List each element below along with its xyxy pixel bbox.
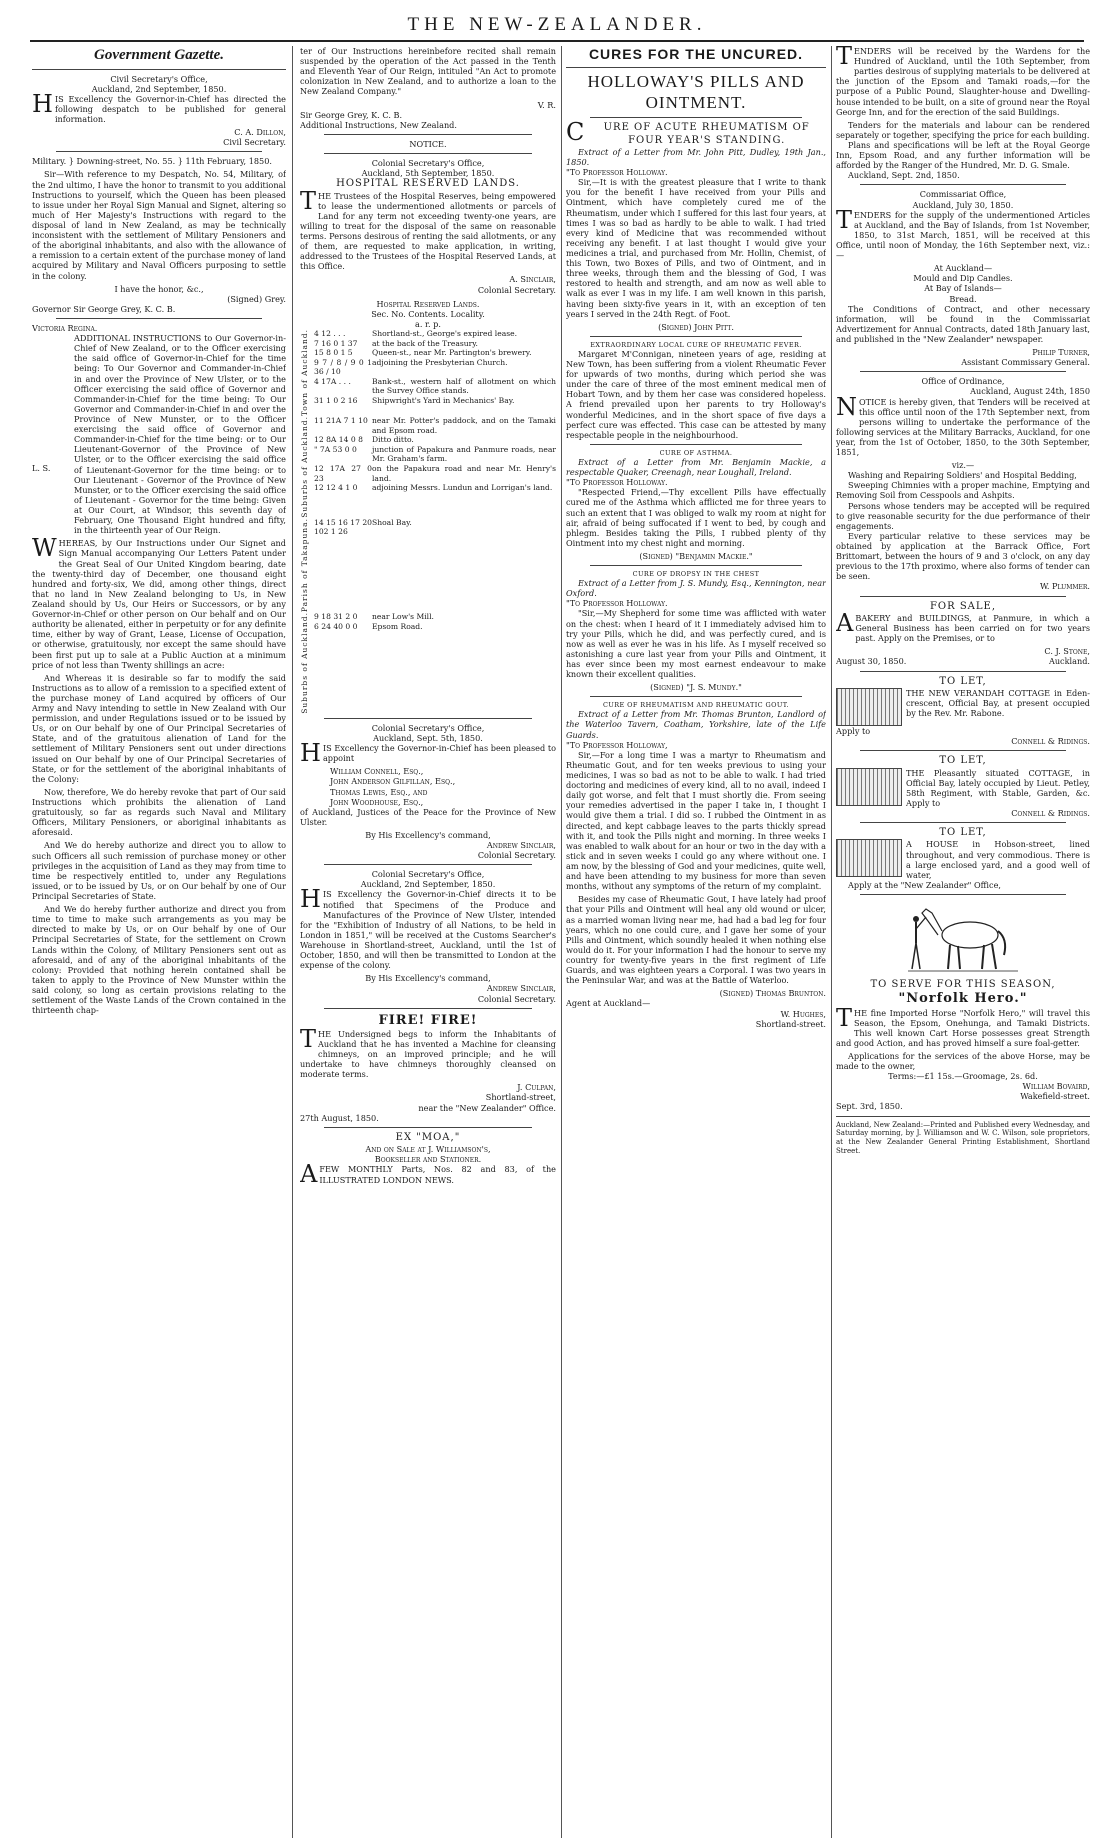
- list-item: Washing and Repairing Soldiers' and Hospital Bedding,: [848, 470, 1077, 481]
- apply-line: Apply at the "New Zealander" Office,: [848, 879, 1001, 890]
- signature: W. Plummer.: [1039, 581, 1090, 592]
- divider: [566, 67, 826, 68]
- column-divider: [292, 46, 293, 1838]
- column-divider: [831, 46, 832, 1838]
- tender-body: Plans and specifications will be left at the Royal George Inn, Epsom Road, and any further information will be afforded by the Ranger of the Hundred, Mr. D. G. Smale.: [836, 139, 1090, 171]
- imprint: Auckland, New Zealand:—Printed and Published every Wednesday, and Saturday morning, by J. Williamson and W. C. Wilson, sole proprietors, at the New Zealander General Printing Establishment, Shortland Street.: [836, 1120, 1090, 1155]
- ad-body: AFEW MONTHLY Parts, Nos. 82 and 83, of the ILLUSTRATED LONDON NEWS.: [300, 1160, 556, 1189]
- signature: J. Culpan,: [517, 1082, 556, 1093]
- divider: [860, 184, 1066, 185]
- ad-line: Bookseller and Stationer.: [374, 1154, 482, 1165]
- table-cell-figures: 7 16 0 1 37: [314, 338, 358, 348]
- group-label: Town of Auckland.: [300, 329, 309, 417]
- despatch-signature: (Signed) Grey.: [227, 293, 286, 304]
- divider: [324, 1127, 532, 1128]
- justice-name: John Woodhouse, Esq.,: [330, 796, 424, 807]
- paragraph: And Whereas it is desirable so far to modify the said Instructions as to allow of a remission to a specified extent of the purchase money of Land acquired by officers of Our Army and Navy intending to settle in New Zealand with Our permission, and under Regulations issued or to be issued by Us, or on Our behalf by one of Our Principal Secretaries of State, and of the gratuitous alienation of Land for the settlement of Military Pensioners sent out under directions issued on Our behalf by one of Our Principal Secretaries of State, or for the settlement of the aboriginal inhabitants of the Colony:: [32, 672, 286, 784]
- signature: Philip Turner,: [1032, 347, 1090, 358]
- ad-body: THE Undersigned begs to inform the Inhabitants of Auckland that he has invented a Machine for cleansing chimneys, on an improved principle; and he will undertake to have chimneys thoroughly cleansed on moderate terms.: [300, 1024, 556, 1080]
- divider: [590, 444, 802, 445]
- ad-body: THE Pleasantly situated COTTAGE, in Official Bay, lately occupied by Lieut. Petley, 58th Regiment, with Stable, Garden, &c. Apply to: [906, 767, 1090, 808]
- table-row: [314, 483, 556, 493]
- table-cell-locality: Queen-st., near Mr. Partington's brewery.: [372, 348, 532, 358]
- table-cell-figures: 31 1 0 2 16: [314, 395, 358, 405]
- table-cell-figures: 14 15 16 17 20 102 1 26: [314, 517, 372, 537]
- divider: [324, 153, 532, 154]
- office-line: Commissariat Office,: [919, 189, 1007, 200]
- letter-signature: (Signed) John Pitt.: [658, 321, 734, 332]
- list-item: Bread.: [949, 293, 977, 304]
- notice-body: HIS Excellency the Governor-in-Chief has directed the following despatch to be published for general information.: [32, 89, 286, 125]
- paragraph: And We do hereby further authorize and direct you from time to time to make such arrangements as you may be directed to make by Us, or on Our behalf by one of Our Principal Secretaries of State, for the settlement on Crown Lands within the Colony, of Military Pensioners sent out as aforesaid, and of any of the aboriginal inhabitants of the colony: Provided that nothing herein contained shall be taken to apply to the Province of New Munster within the said colony, so long as certain provisions relating to the settlement of the Waste Lands of the Crown contained in the thirteenth chap-: [32, 904, 286, 1016]
- command-line: By His Excellency's command,: [365, 973, 491, 984]
- divider: [860, 822, 1066, 823]
- ad-heading: EX "MOA,": [395, 1131, 461, 1143]
- cure-title: EXTRAORDINARY LOCAL CURE OF RHEUMATIC FEVER.: [590, 340, 802, 349]
- table-cell-locality: adjoining Messrs. Lundun and Lorrigan's land.: [372, 483, 553, 493]
- despatch-close: I have the honor, &c.,: [114, 283, 204, 294]
- table-cell-figures: 6 24 40 0 0: [314, 621, 358, 631]
- table-cell-locality: Shoal Bay.: [372, 517, 412, 527]
- divider: [590, 565, 802, 566]
- address: near the "New Zealander" Office.: [418, 1102, 556, 1113]
- despatch-ref: Military. } Downing-street, No. 55. } 11th February, 1850.: [32, 156, 272, 167]
- table-cell-locality: adjoining the Presbyterian Church.: [372, 357, 508, 367]
- paragraph: WHEREAS, by Our Instructions under Our Signet and Sign Manual accompanying Our Letters Patent under the Great Seal of Our United Kingdom bearing, date the twenty-third day of December, one thousand eight hundred and forty-six, We did, among other things, direct that no land in New Zealand belonging to Us, in New Zealand should by Us, Our Heirs or Successors, or by any Governor-in-Chief or other person on Our behalf and on Our authority be alienated, either in perpetuity or for any definite time, either by way of Grant, Lease, License of Occupation, or otherwise, gratuitously, nor except the same should have been first put up to sale at a Public Auction at a minimum price of not less than Twenty shillings an acre:: [32, 534, 286, 670]
- justice-name: Thomas Lewis, Esq., and: [330, 786, 428, 797]
- date-line: Auckland, Sept. 2nd, 1850.: [848, 170, 960, 181]
- table-cell-locality: junction of Papakura and Panmure roads, near Mr. Graham's farm.: [372, 444, 556, 464]
- date-line: Auckland, 5th September, 1850.: [361, 168, 495, 179]
- office-line: Office of Ordinance,: [921, 376, 1005, 387]
- terms-line: Terms:—£1 15s.—Groomage, 2s. 6d.: [888, 1071, 1038, 1082]
- table-row: [314, 435, 556, 445]
- divider: [836, 1116, 1090, 1117]
- ad-heading: TO LET,: [939, 755, 987, 767]
- table-row: [314, 358, 556, 377]
- table-cell-figures: 4 17A . . .: [314, 376, 351, 386]
- role: Assistant Commissary General.: [961, 357, 1090, 368]
- divider: [56, 151, 262, 152]
- notice-title: HOSPITAL RESERVED LANDS.: [336, 178, 520, 190]
- paragraph: ter of Our Instructions hereinbefore recited shall remain suspended by the operation of the Act passed in the Tenth and Eleventh Year of Our Reign, intituled "An Act to promote colonization in New Zealand, and to authorize a loan to the New Zealand Company.": [300, 46, 556, 97]
- letter-body: Margaret M'Connigan, nineteen years of age, residing at New Town, has been suffering from a violent Rheumatic Fever for upwards of two months, during which period she was under the care of three of the most eminent medical men of Hobart Town, and by them her case was considered hopeless. A friend prevailed upon her parents to try Holloway's wonderful Medicines, and in the short space of five days a perfect cure was effected. This case can be attested by many respectable people in the neighbourhood.: [566, 348, 826, 440]
- divider: [860, 371, 1066, 372]
- table-row: [314, 339, 556, 349]
- date-line: Auckland, 2nd September, 1850.: [91, 83, 227, 94]
- paragraph: And We do hereby authorize and direct you to allow to such Officers all such remission of purchase money or other privileges in the acquisition of Land as they may from time to time be respectively entitled to, under any Regulations issued, or to be issued by Us, or on Our behalf by one of Our Principal Secretaries of State.: [32, 840, 286, 902]
- ad-body: ABAKERY and BUILDINGS, at Panmure, in which a General Business has been carried on for two years past. Apply on the Premises, or to: [836, 608, 1090, 644]
- column-1: [32, 46, 286, 1838]
- notice-tail: of Auckland, Justices of the Peace for the Province of New Ulster.: [300, 806, 556, 827]
- horse-illustration: [908, 899, 1018, 975]
- tender-body: The Conditions of Contract, and other necessary information, will be found in the Commissariat Advertizement for Annual Contracts, dated 18th January last, and published in the "New Zealander" newspaper.: [836, 303, 1090, 344]
- notice-body: HIS Excellency the Governor-in-Chief directs it to be notified that Specimens of the Produce and Manufactures of the Province of New Ulster, intended for the "Exhibition of Industry of all Nations, to be held in London in 1851," will be received at the Customs Searcher's Warehouse in Shortland-street, Auckland, until the 1st of October, 1850, and will then be transmitted to London at the expense of the colony.: [300, 885, 556, 971]
- letter-body: Besides my case of Rheumatic Gout, I have lately had proof that your Pills and Ointment will heal any old wound or ulcer, as a married woman living near me, had had a bad leg for four years, which no one could cure, and I gave her some of your Pills and Ointment, which soundly healed it when nothing else would do it. For your information I had the honour to serve my country for twenty-five years in the first regiment of Life Guards, and was eighteen years a Corporal. I was two years in the Peninsular War, and was at the Battle of Waterloo.: [566, 894, 826, 986]
- table-group: [300, 612, 556, 714]
- table-group: [300, 518, 556, 612]
- office-line: Civil Secretary's Office,: [110, 73, 208, 84]
- table-cell-locality: at the back of the Treasury.: [372, 338, 478, 348]
- despatch-body: Sir—With reference to my Despatch, No. 54, Military, of the 2nd ultimo, I have the honor to transmit to you additional Instructions to yourself, which the Queen has been pleased to issue under her Royal Sign Manual and Signet, altering so much of Her Majesty's Instructions with regard to the disposal of land in New Zealand, as may be technically inconsistent with the settlement of Military Pensioners and of the aboriginal inhabitants, and also with the allowance of a remission to a certain extent of the purchase money of land acquired by Military and Naval Officers purposing to settle in the colony.: [32, 169, 286, 281]
- horse-name: "Norfolk Hero.": [898, 991, 1028, 1007]
- ad-headline: CURES FOR THE UNCURED.: [588, 46, 804, 62]
- column-2: [300, 46, 556, 1838]
- table-cell-locality: on the Papakura road and near Mr. Henry's land.: [372, 463, 556, 483]
- table-row: [314, 445, 556, 464]
- agent-address: Shortland-street.: [755, 1018, 826, 1029]
- royal-initials: V. R.: [537, 99, 556, 110]
- letter-extract: Extract of a Letter from Mr. Thomas Brunton, Landlord of the Waterloo Tavern, Coatham, Yorkshire, late of the Life Guards.: [566, 709, 826, 740]
- table-row: [314, 348, 556, 358]
- list-item: Sweeping Chimnies with a proper machine, Emptying and Removing Soil from Cesspools and Ashpits.: [836, 480, 1090, 501]
- ad-heading: TO SERVE FOR THIS SEASON,: [870, 979, 1056, 990]
- cure-title: CURE OF ASTHMA.: [659, 448, 733, 457]
- table-cell-figures: " 7A 53 0 0: [314, 444, 357, 454]
- divider: [324, 134, 532, 135]
- table-cell-locality: near Mr. Potter's paddock, and on the Tamaki and Epsom road.: [372, 416, 556, 435]
- table-columns: Sec. No. Contents. Locality.: [371, 308, 485, 319]
- signature: William Bovaird,: [1022, 1081, 1090, 1092]
- table-row: [314, 518, 556, 537]
- role: Civil Secretary.: [223, 137, 286, 148]
- notice-body: HIS Excellency the Governor-in-Chief has been pleased to appoint: [300, 739, 556, 768]
- ad-body: THE NEW VERANDAH COTTAGE in Eden-crescent, Official Bay, at present occupied by the Rev. Mr. Rabone.: [906, 687, 1090, 719]
- tender-body: Tenders for the materials and labour can be rendered separately or together, specifying the price for each building.: [836, 119, 1090, 140]
- signature: Andrew Sinclair,: [486, 983, 556, 994]
- letter-extract: Extract of a Letter from Mr. Benjamin Mackie, a respectable Quaker, Creenagh, near Loughall, Ireland.: [566, 456, 826, 478]
- letter-signature: (Signed) Thomas Brunton.: [719, 988, 826, 999]
- divider: [56, 318, 262, 319]
- caption: Additional Instructions, New Zealand.: [300, 119, 457, 130]
- table-cell-locality: Bank-st., western half of allotment on which the Survey Office stands.: [372, 376, 556, 396]
- table-cell-figures: 12 8A 14 0 8: [314, 435, 363, 445]
- ad-headline: HOLLOWAY'S PILLS AND OINTMENT.: [587, 72, 805, 112]
- letter-signature: (Signed) "Benjamin Mackie.": [639, 550, 753, 561]
- divider: [590, 336, 802, 337]
- office-line: Colonial Secretary's Office,: [371, 722, 485, 733]
- ad-heading: FIRE! FIRE!: [378, 1012, 478, 1028]
- table-cell-locality: Shortland-st., George's expired lease.: [372, 329, 518, 339]
- group-label: Suburbs of Auckland.: [300, 612, 309, 714]
- role: Colonial Secretary.: [477, 284, 556, 295]
- letter-body: Sir,—For a long time I was a martyr to Rheumatism and Rheumatic Gout, and for ten weeks previous to using your medicines, I was so bad as not to be able to walk. I had tried doctoring and medicines of every kind, all to no avail, indeed I daily got worse, and felt that I must shortly die. From seeing your remedies advertised in the paper I take in, I thought I would give them a trial. I did so. I rubbed the Ointment in as directed, and kept cabbage leaves to the parts thickly spread with it, and took the Pills night and morning. In three weeks I was enabled to walk about for an hour or two in the day with a stick and in seven weeks I could go any where without one. I am now, by the blessing of God and your medicines, quite well, and have been attending to my business for more than seven months, without any symptoms of the return of my complaint.: [566, 749, 826, 892]
- date-line: Auckland, 2nd September, 1850.: [360, 879, 496, 890]
- recipient: Sir George Grey, K. C. B.: [300, 109, 403, 120]
- role: Colonial Secretary.: [477, 993, 556, 1004]
- table-group: [300, 416, 556, 518]
- signature: A. Sinclair,: [509, 274, 556, 285]
- column-3: [566, 46, 826, 1838]
- table-cell-locality: Shipwright's Yard in Mechanics' Bay.: [372, 395, 515, 405]
- group-label: Suburbs of Auckland.: [300, 416, 309, 518]
- divider: [860, 894, 1066, 895]
- victoria-regina: Victoria Regina.: [32, 323, 98, 333]
- table-row: [314, 329, 556, 339]
- letter-to: "To Professor Holloway.: [566, 477, 668, 488]
- signature: Connell & Ridings.: [1011, 736, 1090, 747]
- ad-line: And on Sale at J. Williamson's,: [365, 1144, 491, 1155]
- cure-title: CURE OF ACUTE RHEUMATISM OF FOUR YEAR'S STANDING.: [566, 118, 810, 147]
- tender-body: Persons whose tenders may be accepted will be required to give reasonable security for the due performance of their engagements.: [836, 500, 1090, 531]
- date-line: Sept. 3rd, 1850.: [836, 1101, 903, 1112]
- cure-title: CURE OF DROPSY IN THE CHEST: [632, 570, 760, 579]
- table-cell-figures: 12 17A 27 0 23: [314, 463, 372, 483]
- list-heading: At Bay of Islands—: [924, 283, 1002, 294]
- tender-body: NOTICE is hereby given, that Tenders will be received at this office until noon of the 17th September next, from persons willing to undertake the performance of the following services at the Military Barracks, Auckland, for one year, from the 1st of October, 1850, to the 30th September, 1851,: [836, 392, 1090, 458]
- notice-heading: NOTICE.: [409, 138, 447, 149]
- letter-extract: Extract of a Letter from J. S. Mundy, Esq., Kennington, near Oxford.: [566, 578, 826, 599]
- divider: [590, 696, 802, 697]
- tender-body: Every particular relative to these services may be obtained by application at the Barrack Office, Fort Brittomart, between the hours of 9 and 3 o'clock, on any day previous to the 17th proximo, where also forms of tender can be seen.: [836, 530, 1090, 582]
- agent-line: Agent at Auckland—: [566, 998, 651, 1009]
- table-row: [314, 416, 556, 435]
- additional-instructions: ADDITIONAL INSTRUCTIONS to Our Governor-in-Chief of New Zealand, or to the Officer exercising the said office of Governor-in-Chief for the time being: To Our Governor and Commander-in-Chief in and over the Province of New Ulster, or to the Officer exercising the said office of Governor and Commander-in-Chief for the time being: To Our Governor and Commander-in-Chief in and over the Province of New Munster, or to the Officer exercising the said office of Governor and Commander-in-Chief for the time being: or to Our Lieutenant-Governor of the Province of New Ulster, or to the Officer exercising the said office of Lieutenant-Governor for the time being: or to Our Lieutenant - Governor of the Province of New Munster, or to the Officer exercising the said office of Lieutenant - Governor for the time being: Given at Our Court, at Windsor, this seventh day of February, One Thousand Eight hundred and fifty, in the thirteenth year of Our Reign.: [74, 333, 286, 536]
- signature: Andrew Sinclair,: [486, 840, 556, 851]
- date-line: Auckland, Sept. 5th, 1850.: [373, 732, 483, 743]
- table-cell-locality: Ditto ditto.: [372, 435, 414, 445]
- divider: [324, 718, 532, 719]
- despatch-recipient: Governor Sir George Grey, K. C. B.: [32, 303, 176, 314]
- instructions-block: [32, 333, 286, 535]
- table-cell-figures: 12 12 4 1 0: [314, 483, 358, 493]
- divider: [32, 69, 286, 70]
- signature: C. J. Stone,: [1044, 646, 1090, 657]
- place-line: Auckland.: [1048, 656, 1090, 667]
- date-line: Auckland, August 24th, 1850: [970, 386, 1090, 397]
- letter-to: "To Professor Holloway.: [566, 167, 668, 178]
- cure-title: CURE OF RHEUMATISM AND RHEUMATIC GOUT.: [603, 701, 789, 710]
- role: Colonial Secretary.: [477, 850, 556, 861]
- viz-line: viz.—: [951, 460, 975, 471]
- agent-name: W. Hughes,: [780, 1008, 826, 1019]
- section-heading: Government Gazette.: [94, 47, 224, 63]
- ad-heading: TO LET,: [939, 675, 987, 687]
- house-illustration: [836, 768, 902, 806]
- group-label: Parish of Takapuna.: [300, 517, 309, 613]
- ad-heading: FOR SALE,: [929, 600, 997, 612]
- letter-body: "Respected Friend,—Thy excellent Pills have effectually cured me of the Asthma which afflicted me for three years to such an extent that I was obliged to walk my room at night for air, afraid of being suffocated if I went to bed, by cough and phlegm. Besides taking the Pills, I rubbed plenty of thy Ointment into my chest night and morning.: [566, 487, 826, 548]
- letter-to: "To Professor Holloway.: [566, 598, 668, 609]
- table-cell-figures: 4 12 . . .: [314, 329, 346, 339]
- address: Wakefield-street.: [1020, 1091, 1090, 1102]
- date-line: Auckland, July 30, 1850.: [912, 199, 1014, 210]
- column-4: [836, 46, 1090, 1838]
- letter-body: Sir,—It is with the greatest pleasure that I write to thank you for the benefit I have received from your Pills and Ointment, which have completely cured me of the Rheumatism, under which I suffered for this last four years, at times I was so bad as hardly to be able to walk. I had tried every kind of Medicine that was recommended without receiving any benefit. I at last thought I would give your medicines a trial, and purchased from Mr. Hollin, Chemist, of this Town, two Boxes of Pills, and two of Ointment, and in three weeks, through them and the blessing of God, I was restored to health and strength, and am now as well able to walk as ever I was in my life. I am well known in this parish, having been sixty-five years in it, with an exception of ten years I served in the 24th Regt. of Foot.: [566, 177, 826, 319]
- masthead: THE NEW-ZEALANDER.: [407, 14, 707, 35]
- table-cell-locality: Epsom Road.: [372, 621, 423, 631]
- divider: [860, 596, 1066, 597]
- ad-body: A HOUSE in Hobson-street, lined throughout, and very commodious. There is a large enclosed yard, and a good well of water,: [906, 839, 1090, 880]
- command-line: By His Excellency's command,: [365, 829, 491, 840]
- table-group: [300, 329, 556, 416]
- list-heading: At Auckland—: [933, 263, 993, 274]
- date-line: August 30, 1850.: [836, 656, 907, 667]
- ad-heading: TO LET,: [939, 827, 987, 839]
- column-divider: [561, 46, 562, 1838]
- house-illustration: [836, 688, 902, 726]
- letter-extract: Extract of a Letter from Mr. John Pitt, Dudley, 19th Jan., 1850.: [566, 146, 826, 168]
- ad-body: Applications for the services of the above Horse, may be made to the owner,: [836, 1050, 1090, 1072]
- letter-signature: (Signed) "J. S. Mundy.": [650, 682, 742, 693]
- divider: [590, 117, 802, 118]
- signature: C. A. Dillon,: [234, 127, 286, 138]
- table-cell-figures: 9 18 31 2 0: [314, 612, 358, 622]
- justice-name: John Anderson Gilfillan, Esq.,: [330, 776, 456, 787]
- table-row: [314, 377, 556, 396]
- justice-names: [300, 766, 556, 806]
- table-row: [314, 612, 556, 622]
- list-item: Mould and Dip Candles.: [913, 273, 1013, 284]
- tender-body: TENDERS for the supply of the undermentioned Articles at Auckland, and the Bay of Islands, from 1st November, 1850, to 31st March, 1851, will be received at this Office, until noon of Monday, the 16th September next, viz.:—: [836, 205, 1090, 261]
- date-line: 27th August, 1850.: [300, 1112, 379, 1123]
- ad-body: THE fine Imported Horse "Norfolk Hero," will travel this Season, the Epsom, Onehunga, and Tamaki Districts. This well known Cart Horse possesses great Strength and good Action, and has proved himself a sure foal-getter.: [836, 1003, 1090, 1048]
- office-line: Colonial Secretary's Office,: [371, 869, 485, 880]
- justice-name: William Connell, Esq.,: [330, 766, 424, 777]
- divider: [860, 671, 1066, 672]
- table-title: Hospital Reserved Lands.: [376, 298, 480, 309]
- table-cell-figures: 11 21A 7 1 10: [314, 416, 368, 426]
- divider: [860, 750, 1066, 751]
- notice-body: THE Trustees of the Hospital Reserves, being empowered to lease the undermentioned allotments or parcels of Land for any term not exceeding twenty-one years, are willing to treat for the disposal of the same on reasonable terms. Persons desirous of renting the said allotments, or any of them, are requested to make application, in writing, addressed to the Trustees of the Hospital Reserved Lands, at this Office.: [300, 186, 556, 272]
- divider: [324, 1008, 532, 1009]
- table-units: a. r. p.: [415, 318, 441, 329]
- table-row: [314, 464, 556, 483]
- apply-line: Apply to: [836, 725, 871, 736]
- paragraph: Now, therefore, We do hereby revoke that part of Our said Instructions which prohibits the alienation of Land gratuitously, so far as regards such Naval and Military Officers, Military Pensioners, or aboriginal inhabitants as aforesaid.: [32, 786, 286, 838]
- house-illustration: [836, 839, 902, 877]
- table-cell-figures: 15 8 0 1 5: [314, 348, 353, 358]
- table-cell-figures: 9 7 / 8 / 9 0 1 36 / 10: [314, 357, 372, 377]
- table-row: [314, 622, 556, 632]
- address: Shortland-street,: [485, 1092, 556, 1103]
- office-line: Colonial Secretary's Office,: [371, 157, 485, 168]
- masthead-rule: [30, 40, 1084, 42]
- table-cell-locality: near Low's Mill.: [372, 612, 434, 622]
- letter-to: "To Professor Holloway,: [566, 739, 668, 750]
- divider: [324, 864, 532, 865]
- letter-body: "Sir,—My Shepherd for some time was afflicted with water on the chest: when I heard of it I immediately advised him to try your Pills, which he did, and was perfectly cured, and is now as well as ever he was in his life. As I myself received so astonishing a cure last year from your Pills and Ointment, it has ever since been my most earnest endeavour to make known their excellent qualities.: [566, 608, 826, 680]
- table-row: [314, 396, 556, 406]
- seal-ls: L. S.: [32, 463, 51, 474]
- tender-body: TENDERS will be received by the Wardens for the Hundred of Auckland, until the 10th September, from parties desirous of supplying materials to be delivered at the junction of the Epsom and Tamaki roads,—for the purpose of a Public Pound, Slaughter-house and Dwelling-house intended to be built, on a site of ground near the Royal George Inn, and for the erection of the said Buildings.: [836, 46, 1090, 117]
- signature: Connell & Ridings.: [1011, 807, 1090, 818]
